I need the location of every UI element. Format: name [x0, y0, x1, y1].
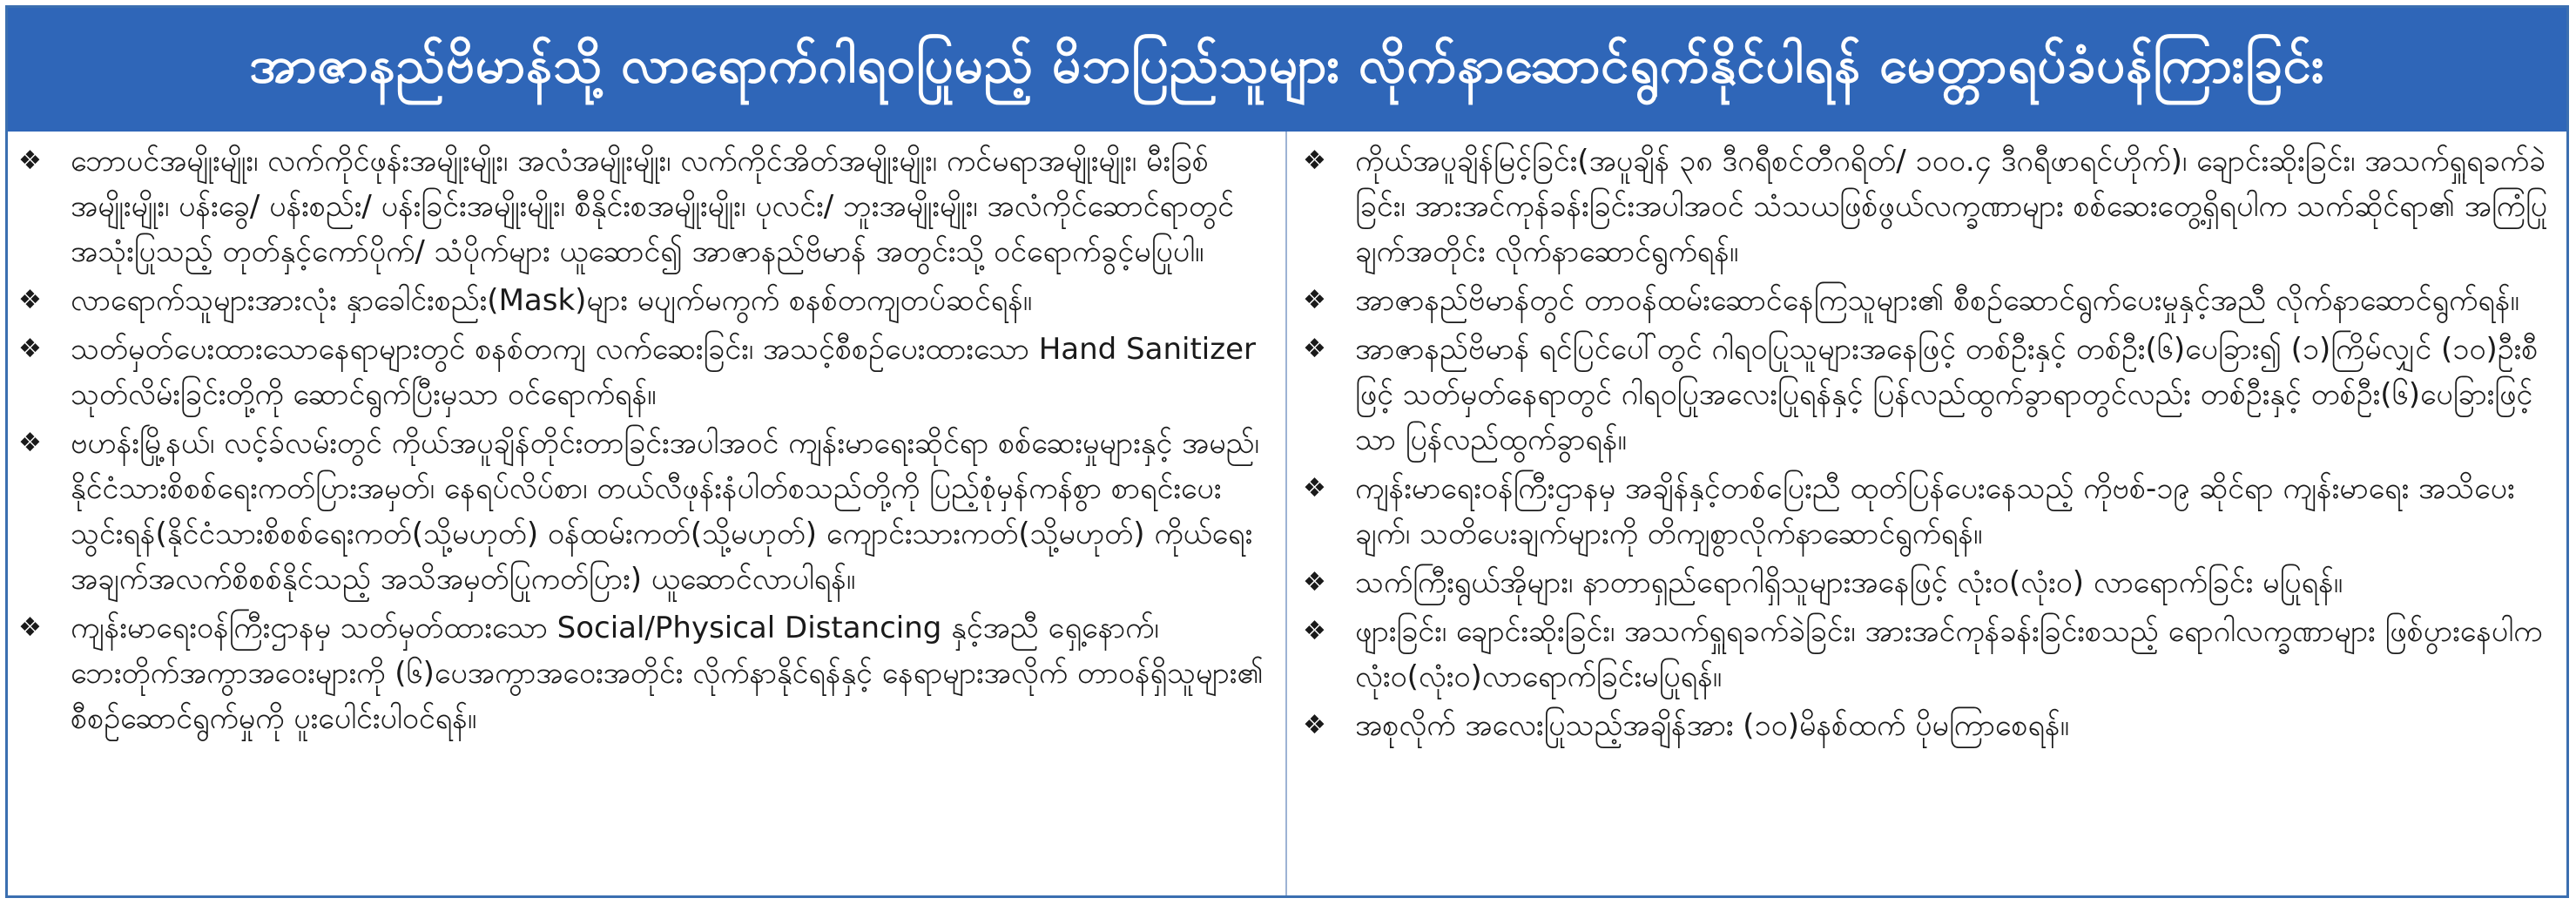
- rule-item: [1303, 703, 2549, 748]
- rule-item: [18, 421, 1268, 602]
- rule-item: [1303, 327, 2549, 463]
- rule-item: [1303, 466, 2549, 557]
- rule-text: လာရောက်သူများအားလုံး နှာခေါင်းစည်း(Mask)များ မပျက်မကွက် စနစ်တကျတပ်ဆင်ရန်။: [71, 283, 1033, 318]
- notice-panel: [5, 5, 2569, 898]
- rule-item: [18, 605, 1268, 741]
- rule-text: ဗဟန်းမြို့နယ်၊ လင့်ခ်လမ်းတွင် ကိုယ်အပူချိန်တိုင်းတာခြင်းအပါအဝင် ကျန်းမာရေးဆိုင်ရာ စစ်ဆေးမှုများနှင့် အမည်၊ နိုင်ငံသားစိစစ်ရေးကတ်ပြားအမှတ်၊ နေရပ်လိပ်စာ၊ တယ်လီဖုန်းနံပါတ်စသည်တို့ကို ပြည့်စုံမှန်ကန်စွာ စာရင်းပေးသွင်းရန်(နိုင်ငံသားစိစစ်ရေးကတ်(သို့မဟုတ်) ဝန်ထမ်းကတ်(သို့မဟုတ်) ကျောင်းသားကတ်(သို့မဟုတ်) ကိုယ်ရေးအချက်အလက်စိစစ်နိုင်သည့် အသိအမှတ်ပြုကတ်ပြား) ယူဆောင်လာပါရန်။: [71, 426, 1259, 597]
- rule-item: [1303, 138, 2549, 274]
- rule-text: ဖျားခြင်း၊ ချောင်းဆိုးခြင်း၊ အသက်ရှူရခက်ခဲခြင်း၊ အားအင်ကုန်ခန်းခြင်းစသည့် ရောဂါလက္ခဏာများ ဖြစ်ပွားနေပါက လုံးဝ(လုံးဝ)လာရောက်ခြင်းမပြုရန်။: [1355, 614, 2543, 694]
- rule-text: ဘောပင်အမျိုးမျိုး၊ လက်ကိုင်ဖုန်းအမျိုးမျိုး၊ အလံအမျိုးမျိုး၊ လက်ကိုင်အိတ်အမျိုးမျိုး၊ ကင်မရာအမျိုးမျိုး၊ မီးခြစ်အမျိုးမျိုး၊ ပန်းခွေ/ ပန်းစည်း/ ပန်းခြင်းအမျိုးမျိုး၊ စီနိုင်းစအမျိုးမျိုး၊ ပုလင်း/ ဘူးအမျိုးမျိုး၊ အလံကိုင်ဆောင်ရာတွင် အသုံးပြုသည့် တုတ်နှင့်ကော်ပိုက်/ သံပိုက်များ ယူဆောင်၍ အာဇာနည်ဗိမာန် အတွင်းသို့ ဝင်ရောက်ခွင့်မပြုပါ။: [71, 144, 1234, 269]
- rule-item: [1303, 609, 2549, 699]
- diamond-bullet-icon: ❖: [1303, 567, 1326, 598]
- rule-text: ကျန်းမာရေးဝန်ကြီးဌာနမှ အချိန်နှင့်တစ်ပြေးညီ ထုတ်ပြန်ပေးနေသည့် ကိုဗစ်-၁၉ ဆိုင်ရာ ကျန်းမာရေး အသိပေးချက်၊ သတိပေးချက်များကို တိကျစွာလိုက်နာဆောင်ရွက်ရန်။: [1355, 471, 2515, 551]
- rule-text: သတ်မှတ်ပေးထားသောနေရာများတွင် စနစ်တကျ လက်ဆေးခြင်း၊ အသင့်စီစဉ်ပေးထားသော Hand Sanitizer သုတ်လိမ်းခြင်းတို့ကို ဆောင်ရွက်ပြီးမှသာ ဝင်ရောက်ရန်။: [71, 332, 1256, 412]
- diamond-bullet-icon: ❖: [1303, 616, 1326, 646]
- rule-item: [1303, 560, 2549, 605]
- rule-text: သက်ကြီးရွယ်အိုများ၊ နာတာရှည်ရောဂါရှိသူများအနေဖြင့် လုံးဝ(လုံးဝ) လာရောက်ခြင်း မပြုရန်။: [1355, 565, 2343, 600]
- rule-item: [1303, 278, 2549, 323]
- rule-text: ကိုယ်အပူချိန်မြင့်ခြင်း(အပူချိန် ၃၈ ဒီဂရီစင်တီဂရိတ်/ ၁၀၀.၄ ဒီဂရီဖာရင်ဟိုက်)၊ ချောင်းဆိုးခြင်း၊ အသက်ရှူရခက်ခဲခြင်း၊ အားအင်ကုန်ခန်းခြင်းအပါအဝင် သံသယဖြစ်ဖွယ်လက္ခဏာများ စစ်ဆေးတွေ့ရှိရပါက သက်ဆိုင်ရာ၏ အကြံပြုချက်အတိုင်း လိုက်နာဆောင်ရွက်ရန်။: [1355, 144, 2548, 269]
- rule-text: အစုလိုက် အလေးပြုသည့်အချိန်အား (၁၀)မိနစ်ထက် ပိုမကြာစေရန်။: [1355, 708, 2069, 743]
- rule-item: [18, 278, 1268, 323]
- diamond-bullet-icon: ❖: [18, 285, 42, 315]
- rule-item: [18, 138, 1268, 274]
- diamond-bullet-icon: ❖: [1303, 473, 1326, 503]
- diamond-bullet-icon: ❖: [1303, 710, 1326, 740]
- rule-text: ကျန်းမာရေးဝန်ကြီးဌာနမှ သတ်မှတ်ထားသော Social/Physical Distancing နှင့်အညီ ရှေ့နောက်၊ ဘေးတိုက်အကွာအဝေးများကို (၆)ပေအကွာအဝေးအတိုင်း လိုက်နာနိုင်ရန်နှင့် နေရာများအလိုက် တာဝန်ရှိသူများ၏ စီစဉ်ဆောင်ရွက်မှုကို ပူးပေါင်းပါဝင်ရန်။: [71, 611, 1264, 736]
- diamond-bullet-icon: ❖: [18, 612, 42, 643]
- notice-header: [8, 8, 2566, 132]
- notice-body: [8, 132, 2566, 895]
- diamond-bullet-icon: ❖: [1303, 334, 1326, 364]
- left-column: [8, 132, 1287, 895]
- notice-title: အာဇာနည်ဗိမာန်သို့ လာရောက်ဂါရဝပြုမည့် မိဘပြည်သူများ လိုက်နာဆောင်ရွက်နိုင်ပါရန် မေတ္တာရပ်ခံပန်ကြားခြင်း: [249, 34, 2325, 94]
- diamond-bullet-icon: ❖: [18, 428, 42, 458]
- rule-text: အာဇာနည်ဗိမာန် ရင်ပြင်ပေါ်တွင် ဂါရဝပြုသူများအနေဖြင့် တစ်ဦးနှင့် တစ်ဦး(၆)ပေခြား၍ (၁)ကြိမ်လျှင် (၁၀)ဦးစီဖြင့် သတ်မှတ်နေရာတွင် ဂါရဝပြုအလေးပြုရန်နှင့် ပြန်လည်ထွက်ခွာရာတွင်လည်း တစ်ဦးနှင့် တစ်ဦး(၆)ပေခြားဖြင့်သာ ပြန်လည်ထွက်ခွာရန်။: [1355, 332, 2539, 457]
- rule-item: [18, 327, 1268, 417]
- diamond-bullet-icon: ❖: [1303, 285, 1326, 315]
- rule-text: အာဇာနည်ဗိမာန်တွင် တာဝန်ထမ်းဆောင်နေကြသူများ၏ စီစဉ်ဆောင်ရွက်ပေးမှုနှင့်အညီ လိုက်နာဆောင်ရွက်ရန်။: [1355, 283, 2519, 318]
- diamond-bullet-icon: ❖: [1303, 145, 1326, 176]
- right-column: [1287, 132, 2566, 895]
- diamond-bullet-icon: ❖: [18, 334, 42, 364]
- diamond-bullet-icon: ❖: [18, 145, 42, 176]
